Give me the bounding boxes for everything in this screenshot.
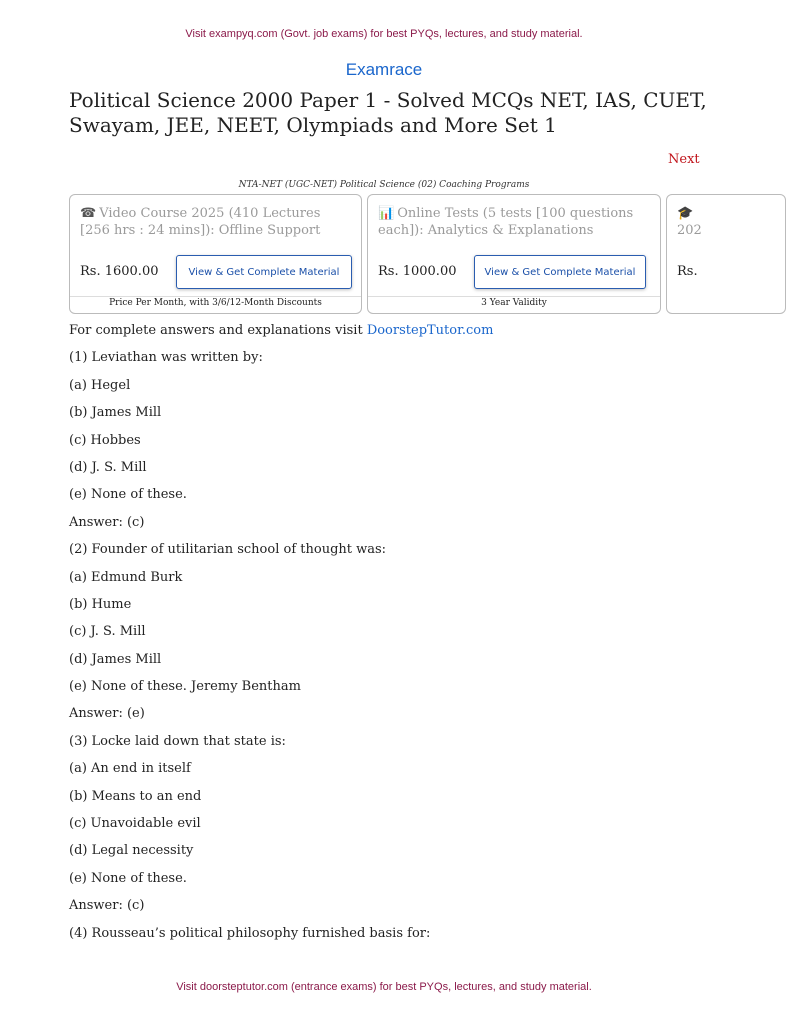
content-line: (4) Rousseau’s political philosophy furnished basis for: (69, 925, 431, 941)
bottom-banner[interactable]: Visit doorsteptutor.com (entrance exams) for best PYQs, lectures, and study material. (176, 981, 592, 993)
content-line: (1) Leviathan was written by: (69, 350, 263, 366)
content-line: Answer: (e) (69, 706, 145, 722)
program-cards (69, 194, 702, 316)
card-description (677, 205, 775, 239)
content-line: (b) Hume (69, 596, 132, 612)
card-description (378, 205, 650, 239)
content-line: (b) James Mill (69, 405, 162, 421)
content-line: (a) An end in itself (69, 761, 191, 777)
content-line: (c) J. S. Mill (69, 624, 146, 640)
content-line: (2) Founder of utilitarian school of thought was: (69, 542, 387, 558)
view-complete-material-button[interactable]: View & Get Complete Material (474, 255, 646, 289)
content-line: (3) Locke laid down that state is: (69, 733, 286, 749)
content-line: (d) J. S. Mill (69, 459, 147, 475)
question-content (69, 322, 709, 952)
content-line: (a) Hegel (69, 377, 131, 393)
intro-text: For complete answers and explanations visit (69, 323, 367, 338)
intro-line (69, 322, 709, 349)
program-card-video-course (69, 194, 362, 314)
content-line: (d) Legal necessity (69, 843, 194, 859)
program-card-partial (666, 194, 786, 314)
card-description (80, 205, 351, 239)
content-line: (e) None of these. (69, 870, 187, 886)
content-line: (e) None of these. (69, 487, 187, 503)
graduation-cap-icon: 🎓 (677, 206, 694, 221)
content-line: (b) Means to an end (69, 788, 202, 804)
card-price: Rs. (677, 264, 698, 279)
next-link[interactable]: Next (668, 152, 700, 167)
programs-caption: NTA-NET (UGC-NET) Political Science (02) Coaching Programs (238, 180, 530, 190)
card-price: Rs. 1600.00 (80, 264, 159, 279)
content-line: (d) James Mill (69, 651, 162, 667)
program-card-online-tests (367, 194, 661, 314)
content-line: (c) Unavoidable evil (69, 816, 201, 832)
phone-icon: ☎ (80, 206, 97, 221)
content-line: (e) None of these. Jeremy Bentham (69, 679, 301, 695)
site-name-link[interactable]: Examrace (345, 60, 423, 79)
card-description-text: 202 (677, 223, 702, 238)
doorsteptutor-link[interactable]: DoorstepTutor.com (366, 323, 494, 338)
top-banner[interactable]: Visit exampyq.com (Govt. job exams) for best PYQs, lectures, and study material. (185, 28, 583, 40)
page-title: Political Science 2000 Paper 1 - Solved MCQs NET, IAS, CUET, Swayam, JEE, NEET, Olympiads and More Set 1 (69, 88, 707, 137)
chart-icon: 📊 (378, 206, 395, 221)
view-complete-material-button[interactable]: View & Get Complete Material (176, 255, 352, 289)
content-line: (a) Edmund Burk (69, 569, 183, 585)
card-footer: 3 Year Validity (368, 296, 660, 308)
content-line: Answer: (c) (69, 514, 145, 530)
card-description-text: Online Tests (5 tests [100 questions each]): Analytics & Explanations (378, 206, 634, 238)
card-description-text: Video Course 2025 (410 Lectures [256 hrs : 24 mins]): Offline Support (80, 206, 321, 238)
content-line: Answer: (c) (69, 898, 145, 914)
content-line: (c) Hobbes (69, 432, 141, 448)
card-footer: Price Per Month, with 3/6/12-Month Discounts (70, 296, 361, 308)
card-price: Rs. 1000.00 (378, 264, 457, 279)
